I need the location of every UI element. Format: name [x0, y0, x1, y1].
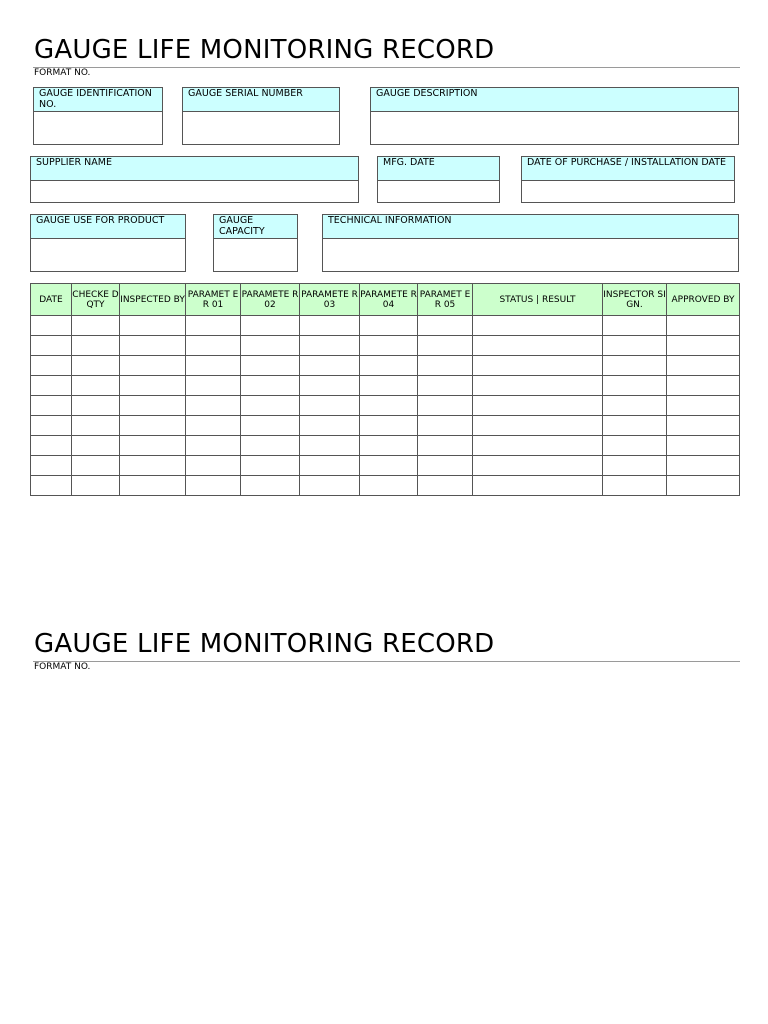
table-cell[interactable] [603, 316, 667, 336]
table-cell[interactable] [120, 336, 186, 356]
table-cell[interactable] [360, 336, 418, 356]
gauge-serial-number-field[interactable] [182, 87, 340, 145]
table-cell[interactable] [418, 356, 473, 376]
table-cell[interactable] [31, 396, 72, 416]
table-cell[interactable] [241, 396, 300, 416]
table-cell[interactable] [667, 356, 740, 376]
purchase-installation-date-field[interactable] [521, 156, 735, 203]
table-cell[interactable] [603, 436, 667, 456]
format-no-label: FORMAT NO. [34, 662, 91, 672]
table-cell[interactable] [241, 356, 300, 376]
table-cell[interactable] [667, 436, 740, 456]
table-cell[interactable] [473, 476, 603, 496]
table-cell[interactable] [473, 316, 603, 336]
table-cell[interactable] [603, 336, 667, 356]
table-cell[interactable] [473, 336, 603, 356]
table-cell[interactable] [31, 416, 72, 436]
column-header-parameter-02: PARAMETE R 02 [241, 284, 300, 316]
table-cell[interactable] [31, 376, 72, 396]
table-cell[interactable] [300, 436, 360, 456]
table-cell[interactable] [603, 416, 667, 436]
record-table [30, 283, 740, 496]
supplier-name-field[interactable] [30, 156, 359, 203]
column-header-inspector-sign: INSPECTOR SIGN. [603, 284, 667, 316]
table-cell[interactable] [603, 376, 667, 396]
field-label: GAUGE SERIAL NUMBER [183, 88, 339, 112]
title-rule [33, 661, 740, 662]
table-cell[interactable] [473, 416, 603, 436]
page-title: GAUGE LIFE MONITORING RECORD [34, 629, 495, 659]
table-cell[interactable] [31, 316, 72, 336]
table-row [31, 376, 740, 396]
table-cell[interactable] [72, 316, 120, 336]
table-cell[interactable] [603, 356, 667, 376]
table-cell[interactable] [300, 356, 360, 376]
table-cell[interactable] [241, 316, 300, 336]
table-cell[interactable] [72, 336, 120, 356]
title-rule [33, 67, 740, 68]
table-cell[interactable] [667, 336, 740, 356]
column-header-date: DATE [31, 284, 72, 316]
table-cell[interactable] [186, 316, 241, 336]
table-row [31, 416, 740, 436]
table-cell[interactable] [186, 436, 241, 456]
field-label: DATE OF PURCHASE / INSTALLATION DATE [522, 157, 734, 181]
table-cell[interactable] [603, 476, 667, 496]
table-cell[interactable] [418, 416, 473, 436]
table-cell[interactable] [418, 336, 473, 356]
table-cell[interactable] [120, 396, 186, 416]
table-cell[interactable] [186, 376, 241, 396]
table-cell[interactable] [120, 416, 186, 436]
gauge-capacity-field[interactable] [213, 214, 298, 272]
table-cell[interactable] [72, 476, 120, 496]
table-cell[interactable] [667, 316, 740, 336]
table-cell[interactable] [300, 336, 360, 356]
table-cell[interactable] [360, 376, 418, 396]
table-cell[interactable] [72, 396, 120, 416]
table-cell[interactable] [31, 476, 72, 496]
table-cell[interactable] [300, 476, 360, 496]
field-label: MFG. DATE [378, 157, 499, 181]
table-cell[interactable] [31, 436, 72, 456]
table-row [31, 356, 740, 376]
column-header-parameter-01: PARAMET ER 01 [186, 284, 241, 316]
table-cell[interactable] [241, 456, 300, 476]
table-cell[interactable] [473, 376, 603, 396]
table-cell[interactable] [418, 316, 473, 336]
table-cell[interactable] [31, 456, 72, 476]
table-cell[interactable] [418, 376, 473, 396]
table-cell[interactable] [31, 336, 72, 356]
table-header-row [31, 284, 740, 316]
table-cell[interactable] [473, 396, 603, 416]
table-cell[interactable] [186, 356, 241, 376]
table-cell[interactable] [667, 376, 740, 396]
table-cell[interactable] [360, 416, 418, 436]
table-cell[interactable] [360, 396, 418, 416]
table-cell[interactable] [473, 356, 603, 376]
table-body [31, 316, 740, 496]
format-no-label: FORMAT NO. [34, 68, 91, 78]
column-header-status-result: STATUS | RESULT [473, 284, 603, 316]
table-cell[interactable] [186, 396, 241, 416]
table-cell[interactable] [667, 476, 740, 496]
table-cell[interactable] [120, 316, 186, 336]
table-cell[interactable] [120, 476, 186, 496]
table-cell[interactable] [186, 416, 241, 436]
table-cell[interactable] [473, 436, 603, 456]
table-cell[interactable] [72, 356, 120, 376]
table-cell[interactable] [120, 376, 186, 396]
table-row [31, 436, 740, 456]
table-cell[interactable] [120, 456, 186, 476]
column-header-inspected-by: INSPECTED BY [120, 284, 186, 316]
table-cell[interactable] [241, 336, 300, 356]
table-cell[interactable] [418, 436, 473, 456]
table-cell[interactable] [241, 436, 300, 456]
field-label: SUPPLIER NAME [31, 157, 358, 181]
column-header-parameter-04: PARAMETE R 04 [360, 284, 418, 316]
table-cell[interactable] [360, 476, 418, 496]
table-cell[interactable] [300, 456, 360, 476]
table-cell[interactable] [120, 356, 186, 376]
field-label: TECHNICAL INFORMATION [323, 215, 738, 239]
table-cell[interactable] [603, 456, 667, 476]
table-cell[interactable] [473, 456, 603, 476]
column-header-parameter-03: PARAMETE R 03 [300, 284, 360, 316]
table-cell[interactable] [418, 396, 473, 416]
table-cell[interactable] [300, 316, 360, 336]
table-cell[interactable] [186, 456, 241, 476]
table-cell[interactable] [603, 396, 667, 416]
table-cell[interactable] [72, 376, 120, 396]
page-title: GAUGE LIFE MONITORING RECORD [34, 35, 495, 65]
gauge-use-for-product-field[interactable] [30, 214, 186, 272]
gauge-identification-field[interactable] [33, 87, 163, 145]
table-cell[interactable] [241, 476, 300, 496]
table-cell[interactable] [300, 416, 360, 436]
table-cell[interactable] [667, 416, 740, 436]
field-label: GAUGE CAPACITY [214, 215, 297, 239]
gauge-description-field[interactable] [370, 87, 739, 145]
table-cell[interactable] [72, 436, 120, 456]
table-cell[interactable] [418, 456, 473, 476]
column-header-parameter-05: PARAMET ER 05 [418, 284, 473, 316]
table-cell[interactable] [418, 476, 473, 496]
table-row [31, 456, 740, 476]
table-cell[interactable] [186, 336, 241, 356]
table-row [31, 316, 740, 336]
field-label: GAUGE DESCRIPTION [371, 88, 738, 112]
field-label: GAUGE IDENTIFICATION NO. [34, 88, 162, 112]
table-cell[interactable] [241, 416, 300, 436]
table-cell[interactable] [72, 416, 120, 436]
table-row [31, 396, 740, 416]
table-row [31, 336, 740, 356]
table-cell[interactable] [360, 436, 418, 456]
table-cell[interactable] [120, 436, 186, 456]
table-cell[interactable] [300, 376, 360, 396]
column-header-checked-qty: CHECKE D QTY [72, 284, 120, 316]
table-cell[interactable] [667, 396, 740, 416]
table-cell[interactable] [300, 396, 360, 416]
table-cell[interactable] [186, 476, 241, 496]
field-label: GAUGE USE FOR PRODUCT [31, 215, 185, 239]
mfg-date-field[interactable] [377, 156, 500, 203]
table-cell[interactable] [667, 456, 740, 476]
table-cell[interactable] [31, 356, 72, 376]
table-cell[interactable] [241, 376, 300, 396]
table-cell[interactable] [360, 356, 418, 376]
table-cell[interactable] [72, 456, 120, 476]
table-cell[interactable] [360, 456, 418, 476]
table-row [31, 476, 740, 496]
column-header-approved-by: APPROVED BY [667, 284, 740, 316]
table-cell[interactable] [360, 316, 418, 336]
technical-information-field[interactable] [322, 214, 739, 272]
